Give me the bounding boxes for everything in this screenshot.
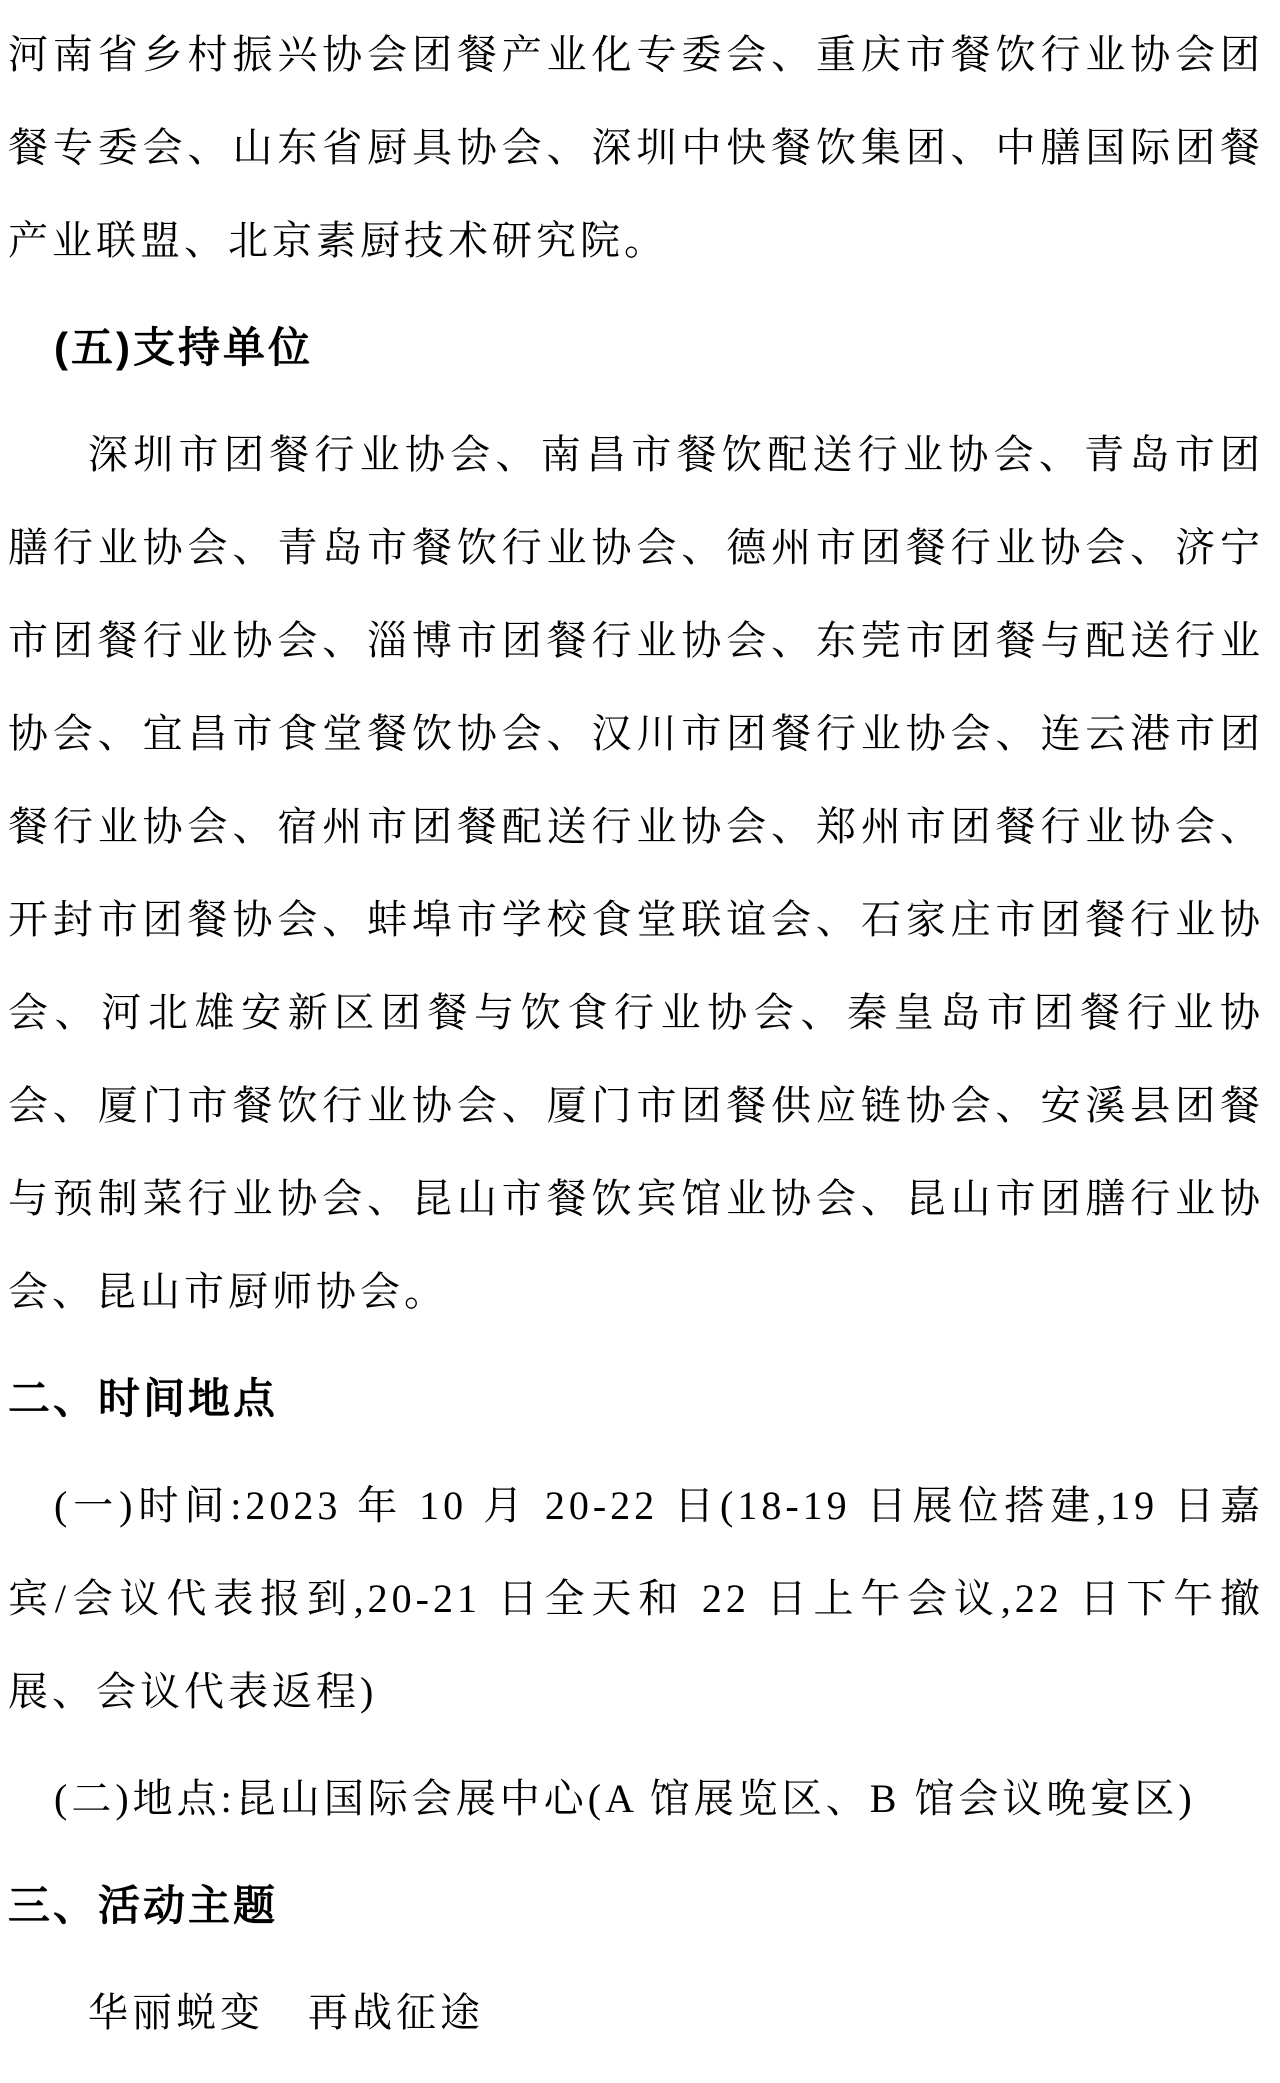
paragraph-event-theme-slogan: 华丽蜕变 再战征途 bbox=[88, 1990, 484, 2035]
paragraph-event-time: (一)时间:2023 年 10 月 20-22 日(18-19 日展位搭建,19 日嘉宾/会议代表报到,20-21 日全天和 22 日上午会议,22 日下午撤展、会议代表返程) bbox=[8, 1483, 1264, 1714]
heading-event-theme: 三、活动主题 bbox=[8, 1882, 279, 1929]
heading-support-units: (五)支持单位 bbox=[54, 324, 313, 371]
paragraph-cohost-list-continued: 河南省乡村振兴协会团餐产业化专委会、重庆市餐饮行业协会团餐专委会、山东省厨具协会、深圳中快餐饮集团、中膳国际团餐产业联盟、北京素厨技术研究院。 bbox=[8, 32, 1264, 263]
paragraph-event-place: (二)地点:昆山国际会展中心(A 馆展览区、B 馆会议晚宴区) bbox=[54, 1776, 1196, 1821]
heading-time-and-place: 二、时间地点 bbox=[8, 1375, 279, 1422]
paragraph-support-units-list: 深圳市团餐行业协会、南昌市餐饮配送行业协会、青岛市团膳行业协会、青岛市餐饮行业协会、德州市团餐行业协会、济宁市团餐行业协会、淄博市团餐行业协会、东莞市团餐与配送行业协会、宜昌市食堂餐饮协会、汉川市团餐行业协会、连云港市团餐行业协会、宿州市团餐配送行业协会、郑州市团餐行业协会、开封市团餐协会、蚌埠市学校食堂联谊会、石家庄市团餐行业协会、河北雄安新区团餐与饮食行业协会、秦皇岛市团餐行业协会、厦门市餐饮行业协会、厦门市团餐供应链协会、安溪县团餐与预制菜行业协会、昆山市餐饮宾馆业协会、昆山市团膳行业协会、昆山市厨师协会。 bbox=[8, 432, 1264, 1314]
